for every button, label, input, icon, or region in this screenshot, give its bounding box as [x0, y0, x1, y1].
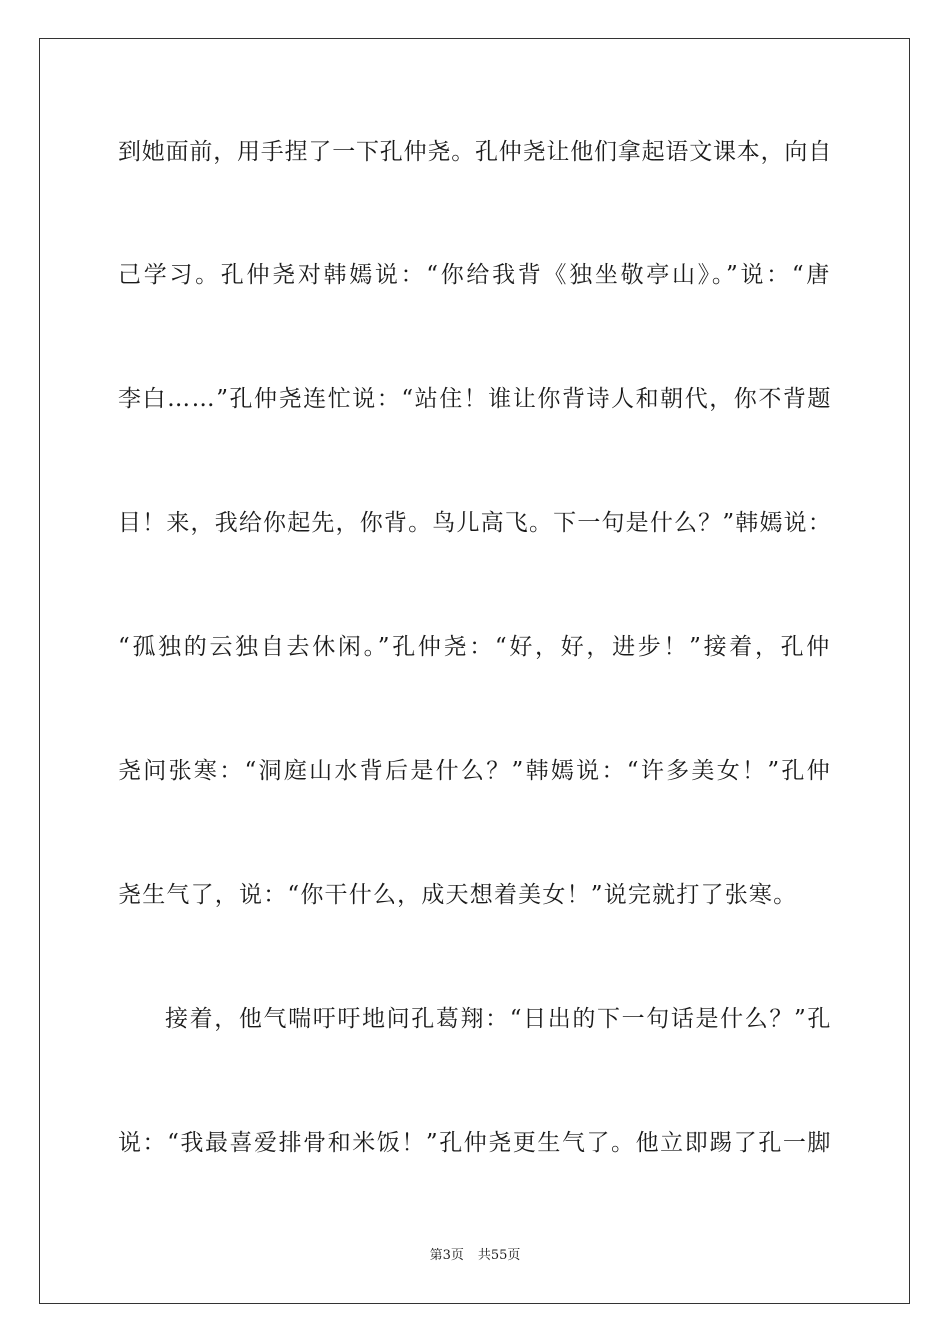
text-line-6: 尧问张寒：“洞庭山水背后是什么？”韩嫣说：“许多美女！”孔仲	[118, 758, 832, 784]
text-line-7: 尧生气了，说：“你干什么，成天想着美女！”说完就打了张寒。	[118, 882, 798, 908]
page-border	[39, 38, 910, 1304]
text-line-9: 说：“我最喜爱排骨和米饭！”孔仲尧更生气了。他立即踢了孔一脚	[118, 1130, 832, 1156]
text-line-5: “孤独的云独自去休闲。”孔仲尧：“好，好，进步！”接着，孔仲	[118, 634, 832, 660]
text-line-2: 己学习。孔仲尧对韩嫣说：“你给我背《独坐敬亭山》。”说：“唐	[118, 262, 832, 288]
page-number: 第3页	[429, 1248, 464, 1263]
page-total: 共55页	[477, 1248, 521, 1263]
text-line-8: 接着，他气喘吁吁地问孔葛翔：“日出的下一句话是什么？”孔	[165, 1006, 832, 1032]
text-line-3: 李白……”孔仲尧连忙说：“站住！谁让你背诗人和朝代，你不背题	[118, 386, 832, 412]
text-line-4: 目！来，我给你起先，你背。鸟儿高飞。下一句是什么？”韩嫣说：	[118, 510, 832, 536]
page-footer	[0, 1247, 950, 1265]
text-line-1: 到她面前，用手捏了一下孔仲尧。孔仲尧让他们拿起语文课本，向自	[118, 139, 832, 165]
